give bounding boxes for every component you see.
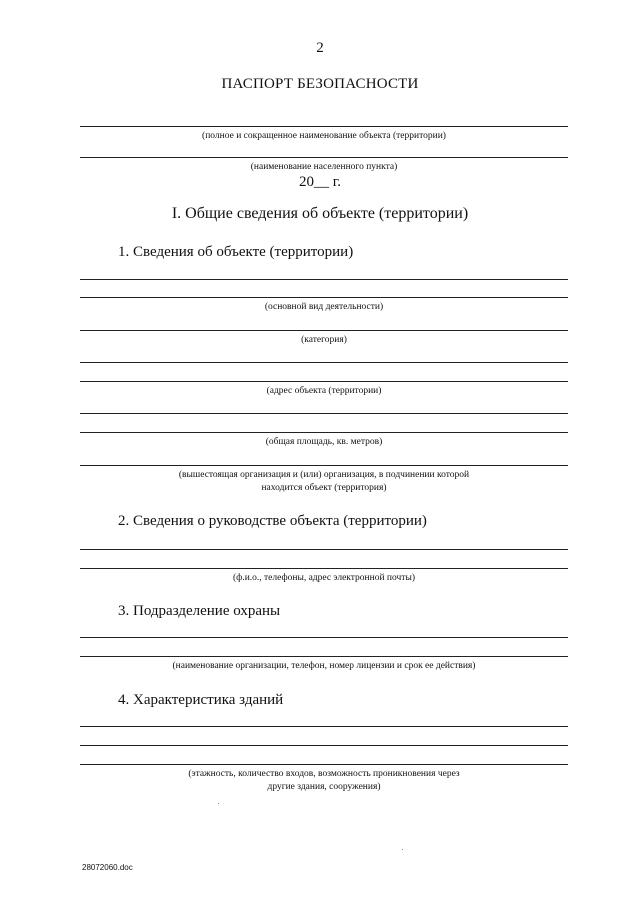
address-caption: (адрес объекта (территории) [266,386,382,396]
address-line-2 [80,381,568,382]
scan-speck [218,803,219,804]
security-line-1 [80,637,568,638]
area-line-1 [80,413,568,414]
section-heading: I. Общие сведения об объекте (территории) [171,205,469,222]
area-line-2 [80,432,568,433]
area-caption: (общая площадь, кв. метров) [265,437,383,447]
parent-org-caption-1: (вышестоящая организация и (или) организация, в подчинении которой [178,470,470,480]
activity-line-1 [80,279,568,280]
buildings-line-3 [80,764,568,765]
buildings-heading: 4. Характеристика зданий [118,692,284,708]
buildings-caption-1: (этажность, количество входов, возможность проникновения через [188,769,460,779]
management-caption: (ф.и.о., телефоны, адрес электронной почты) [233,573,415,583]
buildings-line-2 [80,745,568,746]
parent-org-line [80,465,568,466]
year-field: 20__ г. [299,174,341,190]
security-line-2 [80,656,568,657]
activity-caption: (основной вид деятельности) [264,302,384,312]
page-number: 2 [316,40,324,56]
management-line-2 [80,568,568,569]
category-caption: (категория) [301,335,347,345]
settlement-line [80,157,568,158]
security-caption: (наименование организации, телефон, номер лицензии и срок ее действия) [172,661,476,671]
settlement-caption: (наименование населенного пункта) [250,162,398,172]
object-name-caption: (полное и сокращенное наименование объекта (территории) [202,131,446,141]
buildings-caption-2: другие здания, сооружения) [267,782,381,792]
category-line [80,330,568,331]
parent-org-caption-2: находится объект (территория) [261,483,387,493]
scan-speck [402,849,403,850]
buildings-line-1 [80,726,568,727]
activity-line-2 [80,297,568,298]
management-line-1 [80,549,568,550]
address-line-1 [80,362,568,363]
security-unit-heading: 3. Подразделение охраны [118,603,281,619]
document-title: ПАСПОРТ БЕЗОПАСНОСТИ [221,76,419,92]
object-info-heading: 1. Сведения об объекте (территории) [118,244,354,260]
management-info-heading: 2. Сведения о руководстве объекта (территории) [118,513,427,529]
footer-filename: 28072060.doc [82,863,133,872]
object-name-line [80,126,568,127]
